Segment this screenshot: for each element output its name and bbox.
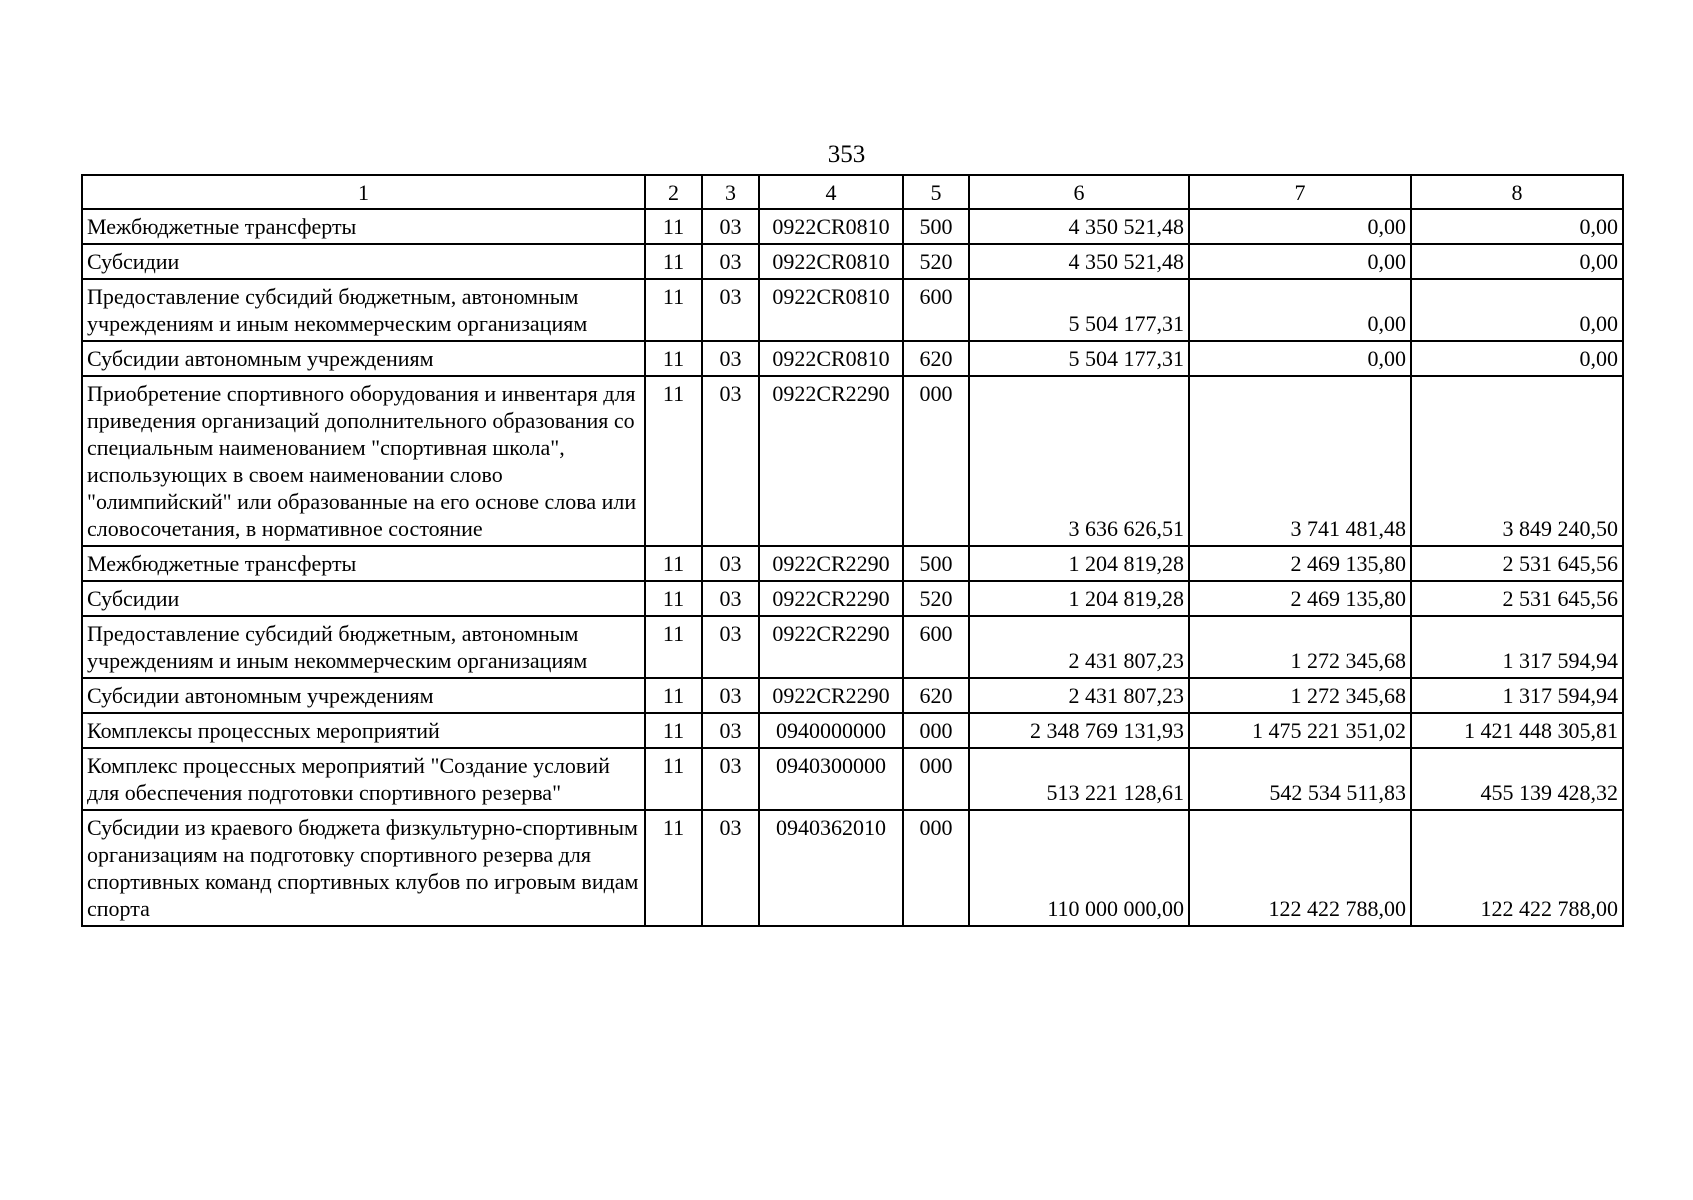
row-section: 11: [645, 810, 702, 926]
row-subsection: 03: [702, 341, 759, 376]
row-target-code: 0922CR2290: [759, 678, 903, 713]
row-amount-8: 0,00: [1411, 279, 1623, 341]
row-target-code: 0922CR0810: [759, 279, 903, 341]
row-target-code: 0922CR2290: [759, 581, 903, 616]
row-name: Субсидии: [82, 244, 645, 279]
row-amount-6: 4 350 521,48: [969, 244, 1189, 279]
row-target-code: 0922CR0810: [759, 244, 903, 279]
row-name: Межбюджетные трансферты: [82, 546, 645, 581]
row-subsection: 03: [702, 748, 759, 810]
row-amount-7: 0,00: [1189, 341, 1411, 376]
row-section: 11: [645, 279, 702, 341]
row-section: 11: [645, 341, 702, 376]
row-amount-8: 0,00: [1411, 244, 1623, 279]
column-header-8: 8: [1411, 175, 1623, 209]
row-name: Субсидии автономным учреждениям: [82, 678, 645, 713]
row-amount-7: 2 469 135,80: [1189, 546, 1411, 581]
table-row: [82, 279, 1623, 341]
table-row: [82, 546, 1623, 581]
table-row: [82, 678, 1623, 713]
row-amount-6: 513 221 128,61: [969, 748, 1189, 810]
row-target-code: 0922CR2290: [759, 376, 903, 546]
row-amount-8: 1 317 594,94: [1411, 678, 1623, 713]
row-amount-8: 0,00: [1411, 209, 1623, 244]
table-row: [82, 341, 1623, 376]
row-name: Субсидии автономным учреждениям: [82, 341, 645, 376]
row-amount-8: 2 531 645,56: [1411, 581, 1623, 616]
column-header-7: 7: [1189, 175, 1411, 209]
row-amount-7: 0,00: [1189, 209, 1411, 244]
row-subsection: 03: [702, 678, 759, 713]
row-amount-6: 2 348 769 131,93: [969, 713, 1189, 748]
row-section: 11: [645, 678, 702, 713]
table-row: [82, 376, 1623, 546]
row-subsection: 03: [702, 376, 759, 546]
row-section: 11: [645, 244, 702, 279]
row-amount-6: 110 000 000,00: [969, 810, 1189, 926]
row-target-code: 0940300000: [759, 748, 903, 810]
row-section: 11: [645, 546, 702, 581]
row-subsection: 03: [702, 209, 759, 244]
row-amount-7: 0,00: [1189, 244, 1411, 279]
row-amount-6: 4 350 521,48: [969, 209, 1189, 244]
table-row: [82, 616, 1623, 678]
row-subsection: 03: [702, 810, 759, 926]
row-amount-7: 2 469 135,80: [1189, 581, 1411, 616]
row-amount-6: 2 431 807,23: [969, 616, 1189, 678]
page-number: 353: [827, 141, 866, 168]
row-section: 11: [645, 616, 702, 678]
row-amount-7: 1 272 345,68: [1189, 678, 1411, 713]
column-header-1: 1: [82, 175, 645, 209]
row-expense-type: 520: [903, 581, 969, 616]
row-amount-8: 2 531 645,56: [1411, 546, 1623, 581]
row-section: 11: [645, 748, 702, 810]
row-name: Приобретение спортивного оборудования и инвентаря для приведения организаций дополнительного образования со специальным наименованием "спортивная школа", использующих в своем наименовании слово "олимпийский" или образованные на его основе слова или словосочетания, в нормативное состояние: [82, 376, 645, 546]
table-row: [82, 748, 1623, 810]
row-subsection: 03: [702, 713, 759, 748]
row-subsection: 03: [702, 244, 759, 279]
row-expense-type: 620: [903, 341, 969, 376]
table-row: [82, 713, 1623, 748]
row-expense-type: 520: [903, 244, 969, 279]
row-expense-type: 600: [903, 616, 969, 678]
row-amount-7: 122 422 788,00: [1189, 810, 1411, 926]
column-header-6: 6: [969, 175, 1189, 209]
row-section: 11: [645, 209, 702, 244]
row-amount-8: 3 849 240,50: [1411, 376, 1623, 546]
row-amount-8: 1 421 448 305,81: [1411, 713, 1623, 748]
row-amount-8: 0,00: [1411, 341, 1623, 376]
row-expense-type: 620: [903, 678, 969, 713]
row-name: Предоставление субсидий бюджетным, автономным учреждениям и иным некоммерческим организациям: [82, 616, 645, 678]
row-expense-type: 000: [903, 810, 969, 926]
row-amount-6: 3 636 626,51: [969, 376, 1189, 546]
row-amount-7: 1 272 345,68: [1189, 616, 1411, 678]
row-amount-7: 1 475 221 351,02: [1189, 713, 1411, 748]
budget-table: [81, 174, 1624, 927]
row-section: 11: [645, 581, 702, 616]
column-header-2: 2: [645, 175, 702, 209]
row-subsection: 03: [702, 546, 759, 581]
row-amount-7: 3 741 481,48: [1189, 376, 1411, 546]
row-name: Комплексы процессных мероприятий: [82, 713, 645, 748]
row-amount-7: 0,00: [1189, 279, 1411, 341]
row-target-code: 0940362010: [759, 810, 903, 926]
row-amount-6: 1 204 819,28: [969, 546, 1189, 581]
row-amount-8: 1 317 594,94: [1411, 616, 1623, 678]
row-amount-6: 5 504 177,31: [969, 341, 1189, 376]
row-expense-type: 500: [903, 209, 969, 244]
row-target-code: 0922CR2290: [759, 616, 903, 678]
row-name: Субсидии из краевого бюджета физкультурно-спортивным организациям на подготовку спортивного резерва для спортивных команд спортивных клубов по игровым видам спорта: [82, 810, 645, 926]
row-expense-type: 000: [903, 748, 969, 810]
table-row: [82, 209, 1623, 244]
row-subsection: 03: [702, 279, 759, 341]
row-amount-8: 122 422 788,00: [1411, 810, 1623, 926]
row-amount-6: 5 504 177,31: [969, 279, 1189, 341]
row-target-code: 0922CR2290: [759, 546, 903, 581]
column-header-4: 4: [759, 175, 903, 209]
row-target-code: 0922CR0810: [759, 341, 903, 376]
row-section: 11: [645, 376, 702, 546]
row-expense-type: 000: [903, 713, 969, 748]
row-amount-6: 2 431 807,23: [969, 678, 1189, 713]
row-name: Предоставление субсидий бюджетным, автономным учреждениям и иным некоммерческим организациям: [82, 279, 645, 341]
row-name: Межбюджетные трансферты: [82, 209, 645, 244]
row-expense-type: 600: [903, 279, 969, 341]
row-expense-type: 000: [903, 376, 969, 546]
column-header-5: 5: [903, 175, 969, 209]
row-subsection: 03: [702, 581, 759, 616]
column-header-3: 3: [702, 175, 759, 209]
row-name: Комплекс процессных мероприятий "Создание условий для обеспечения подготовки спортивного резерва": [82, 748, 645, 810]
header-row: [82, 175, 1623, 209]
row-name: Субсидии: [82, 581, 645, 616]
row-target-code: 0940000000: [759, 713, 903, 748]
row-expense-type: 500: [903, 546, 969, 581]
row-section: 11: [645, 713, 702, 748]
table-row: [82, 810, 1623, 926]
row-amount-6: 1 204 819,28: [969, 581, 1189, 616]
row-amount-7: 542 534 511,83: [1189, 748, 1411, 810]
row-subsection: 03: [702, 616, 759, 678]
row-amount-8: 455 139 428,32: [1411, 748, 1623, 810]
table-body: [82, 175, 1623, 926]
row-target-code: 0922CR0810: [759, 209, 903, 244]
table-row: [82, 581, 1623, 616]
table-row: [82, 244, 1623, 279]
